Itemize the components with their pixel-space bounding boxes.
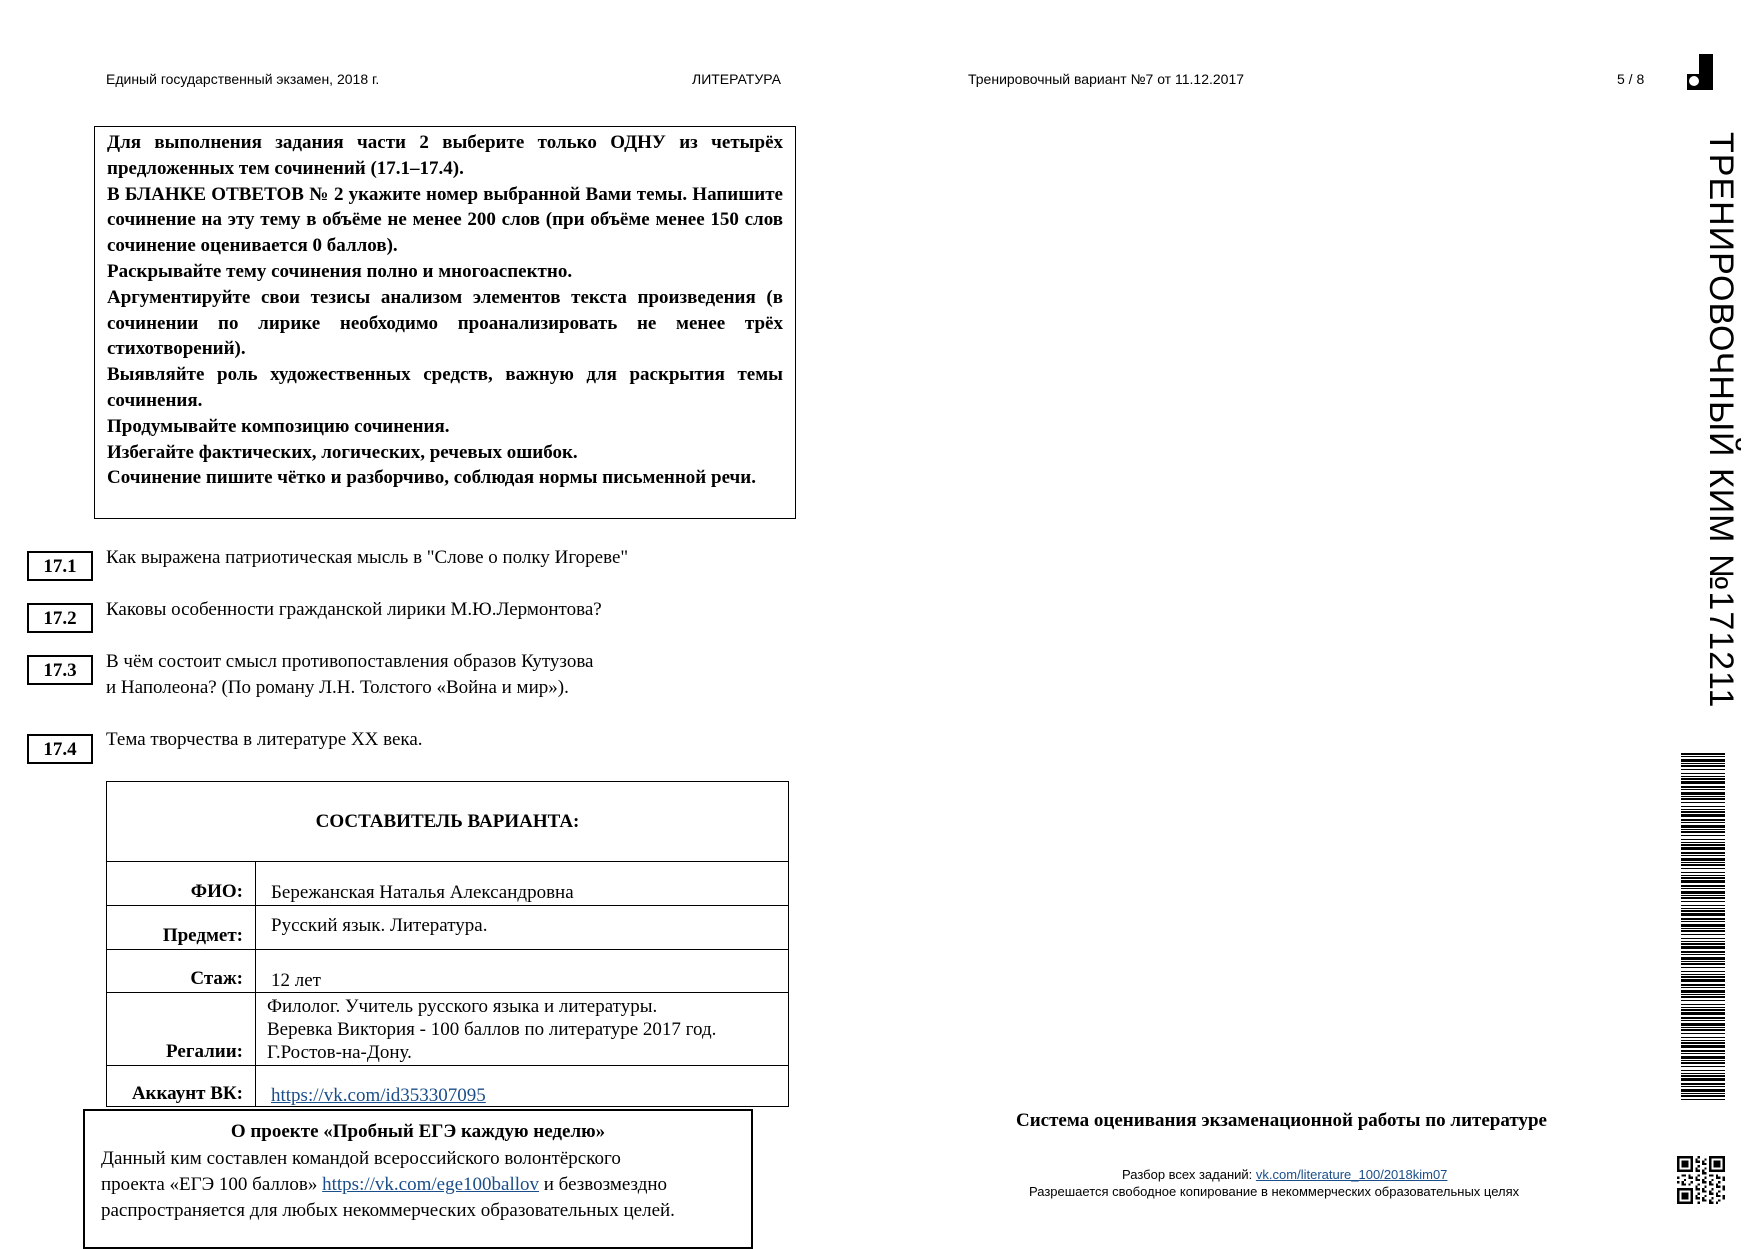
task-number-17-2: 17.2	[27, 603, 93, 633]
header-exam-title: Единый государственный экзамен, 2018 г.	[106, 71, 380, 87]
compiler-table	[106, 781, 789, 1107]
instruction-line: Для выполнения задания части 2 выберите только ОДНУ из четырёх предложенных тем сочинений (17.1–17.4).	[107, 132, 783, 179]
regalia-value: Филолог. Учитель русского языка и литературы. Веревка Виктория - 100 баллов по литературе 2017 год. Г.Ростов-на-Дону.	[267, 996, 717, 1063]
vk-link[interactable]: https://vk.com/id353307095	[271, 1085, 486, 1106]
task-text-17-4: Тема творчества в литературе XX века.	[106, 729, 423, 750]
header-subject: ЛИТЕРАТУРА	[692, 71, 781, 87]
task-text-17-2: Каковы особенности гражданской лирики М.Ю.Лермонтова?	[106, 599, 602, 620]
experience-label: Стаж:	[190, 968, 243, 989]
about-project-box	[83, 1109, 753, 1249]
compiler-row-regalia	[107, 993, 788, 1066]
fio-value: Бережанская Наталья Александровна	[271, 882, 574, 903]
corner-marker-icon	[1687, 54, 1713, 90]
subject-label: Предмет:	[162, 925, 243, 946]
analysis-line: Разбор всех заданий: vk.com/literature_100/2018kim07	[1122, 1167, 1448, 1182]
task-number-17-1: 17.1	[27, 551, 93, 581]
instruction-line: Раскрывайте тему сочинения полно и многоаспектно.	[107, 260, 573, 282]
task-text-17-1: Как выражена патриотическая мысль в "Слове о полку Игореве"	[106, 547, 629, 568]
compiler-row-subject	[107, 906, 788, 950]
compiler-title: СОСТАВИТЕЛЬ ВАРИАНТА:	[107, 782, 788, 862]
regalia-label: Регалии:	[166, 1041, 243, 1062]
page-number: 5 / 8	[1617, 71, 1645, 87]
instruction-line: Сочинение пишите чётко и разборчиво, соблюдая нормы письменной речи.	[107, 467, 756, 489]
instructions-box	[94, 126, 796, 519]
copy-note: Разрешается свободное копирование в некоммерческих образовательных целях	[1029, 1184, 1520, 1199]
task-text-17-3: В чём состоит смысл противопоставления образов Кутузова и Наполеона? (По роману Л.Н. Толстого «Война и мир»).	[106, 651, 594, 698]
vertical-title: ТРЕНИРОВОЧНЫЙ КИМ №171211	[1702, 132, 1740, 709]
qr-code-icon	[1677, 1156, 1725, 1204]
ege100-link[interactable]: https://vk.com/ege100ballov	[322, 1174, 540, 1195]
subject-value: Русский язык. Литература.	[271, 915, 488, 936]
instruction-line: Аргументируйте свои тезисы анализом элементов текста произведения (в сочинении по лирике необходимо проанализировать не менее трёх стихотворений).	[107, 286, 783, 360]
compiler-row-fio	[107, 862, 788, 906]
instruction-line: Избегайте фактических, логических, речевых ошибок.	[107, 441, 578, 463]
about-title: О проекте «Пробный ЕГЭ каждую неделю»	[230, 1121, 606, 1142]
about-body: Данный ким составлен командой всероссийского волонтёрского проекта «ЕГЭ 100 баллов» https://vk.com/ege100ballov и безвозмездно распространяется для любых некоммерческих образовательных целей.	[101, 1148, 675, 1221]
vk-label: Аккаунт ВК:	[131, 1083, 243, 1104]
fio-label: ФИО:	[190, 881, 243, 902]
header-variant: Тренировочный вариант №7 от 11.12.2017	[968, 71, 1245, 87]
task-number-17-3: 17.3	[27, 655, 93, 685]
experience-value: 12 лет	[271, 970, 321, 991]
analysis-link[interactable]: vk.com/literature_100/2018kim07	[1255, 1167, 1448, 1182]
task-number-17-4: 17.4	[27, 734, 93, 764]
barcode-icon	[1681, 753, 1725, 1100]
instruction-line: Выявляйте роль художественных средств, важную для раскрытия темы сочинения.	[107, 364, 783, 411]
compiler-row-vk	[107, 1066, 788, 1107]
instruction-line: Продумывайте композицию сочинения.	[107, 415, 450, 437]
instruction-line: В БЛАНКЕ ОТВЕТОВ № 2 укажите номер выбранной Вами темы. Напишите сочинение на эту тему в объёме не менее 200 слов (при объёме менее 150 слов сочинение оценивается 0 баллов).	[107, 183, 783, 257]
compiler-row-experience	[107, 950, 788, 993]
grading-system-title: Система оценивания экзаменационной работы по литературе	[1016, 1110, 1547, 1131]
